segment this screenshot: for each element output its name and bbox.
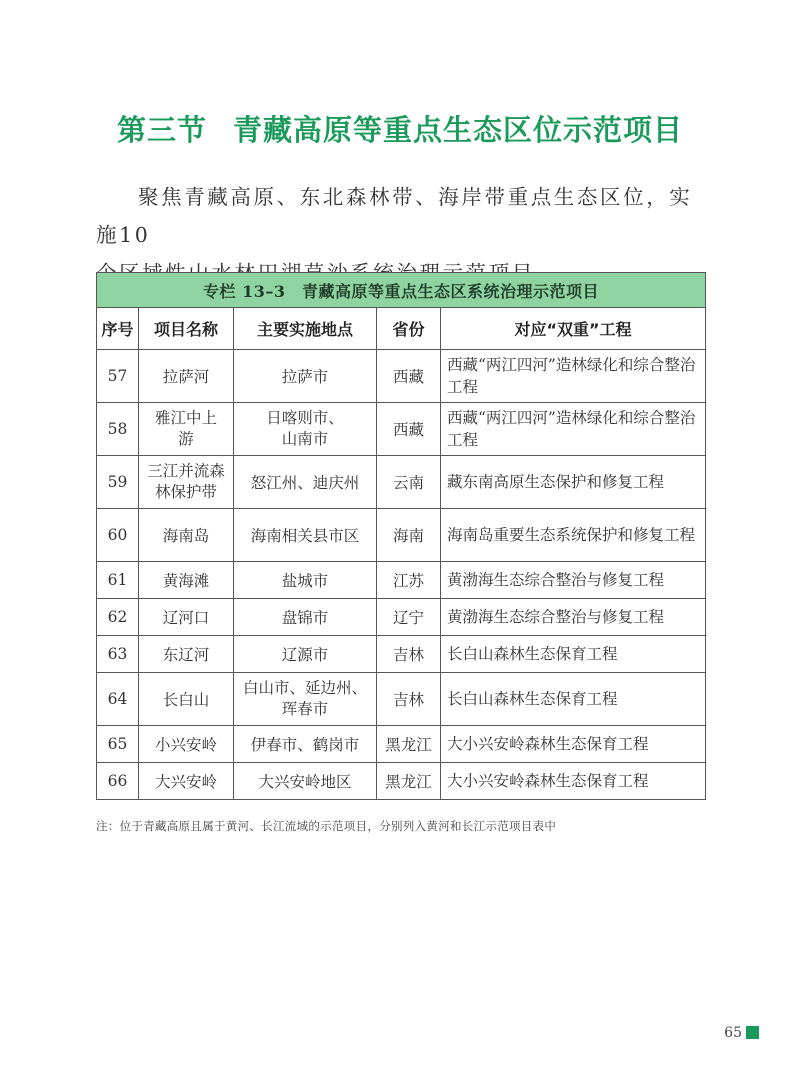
section-heading: 青藏高原等重点生态区位示范项目 xyxy=(233,113,684,147)
table-row xyxy=(97,456,706,509)
cell-name: 大兴安岭 xyxy=(139,763,234,800)
cell-location-text: 日喀则市、山南市 xyxy=(266,409,344,448)
cell-province: 黑龙江 xyxy=(377,726,441,763)
cell-no: 61 xyxy=(97,562,139,599)
cell-location: 大兴安岭地区 xyxy=(234,763,377,800)
cell-location: 海南相关县市区 xyxy=(234,509,377,562)
cell-project: 大小兴安岭森林生态保育工程 xyxy=(441,763,706,800)
table-row xyxy=(97,350,706,403)
cell-project: 藏东南高原生态保护和修复工程 xyxy=(441,456,706,509)
cell-no: 60 xyxy=(97,509,139,562)
table-row xyxy=(97,763,706,800)
table-row xyxy=(97,403,706,456)
cell-province: 海南 xyxy=(377,509,441,562)
table-header-row xyxy=(97,308,706,350)
cell-no: 66 xyxy=(97,763,139,800)
cell-location: 盘锦市 xyxy=(234,599,377,636)
intro-line-1: 聚焦青藏高原、东北森林带、海岸带重点生态区位，实施10 xyxy=(96,185,693,247)
cell-name: 东辽河 xyxy=(139,636,234,673)
table-row xyxy=(97,726,706,763)
table-body xyxy=(97,350,706,800)
cell-location: 辽源市 xyxy=(234,636,377,673)
cell-name xyxy=(139,403,234,456)
cell-province: 云南 xyxy=(377,456,441,509)
cell-no: 65 xyxy=(97,726,139,763)
cell-province: 辽宁 xyxy=(377,599,441,636)
table-footnote: 注：位于青藏高原且属于黄河、长江流域的示范项目，分别列入黄河和长江示范项目表中 xyxy=(96,819,557,833)
cell-name: 黄海滩 xyxy=(139,562,234,599)
column-header-project: 对应“双重”工程 xyxy=(441,308,706,350)
cell-name: 长白山 xyxy=(139,673,234,726)
cell-project: 大小兴安岭森林生态保育工程 xyxy=(441,726,706,763)
table-caption: 专栏 13–3 青藏高原等重点生态区系统治理示范项目 xyxy=(97,273,706,308)
cell-name-text: 三江并流森林保护带 xyxy=(147,462,225,501)
cell-name: 辽河口 xyxy=(139,599,234,636)
table-row xyxy=(97,673,706,726)
cell-project: 西藏“两江四河”造林绿化和综合整治工程 xyxy=(441,350,706,403)
cell-no: 62 xyxy=(97,599,139,636)
cell-location xyxy=(234,673,377,726)
table-row xyxy=(97,509,706,562)
cell-project: 长白山森林生态保育工程 xyxy=(441,673,706,726)
cell-project: 长白山森林生态保育工程 xyxy=(441,636,706,673)
table-caption-row xyxy=(97,273,706,308)
page-number: 65 xyxy=(724,1025,742,1041)
section-title xyxy=(0,108,800,149)
cell-location-text: 白山市、延边州、珲春市 xyxy=(243,679,368,718)
page-marker-square xyxy=(746,1026,759,1039)
cell-location: 拉萨市 xyxy=(234,350,377,403)
cell-no: 57 xyxy=(97,350,139,403)
section-number: 第三节 xyxy=(116,113,207,147)
cell-name xyxy=(139,456,234,509)
cell-name: 小兴安岭 xyxy=(139,726,234,763)
cell-province: 西藏 xyxy=(377,350,441,403)
cell-project: 海南岛重要生态系统保护和修复工程 xyxy=(441,509,706,562)
cell-province: 吉林 xyxy=(377,636,441,673)
column-header-name: 项目名称 xyxy=(139,308,234,350)
table-row xyxy=(97,636,706,673)
cell-location xyxy=(234,403,377,456)
column-header-no: 序号 xyxy=(97,308,139,350)
cell-province: 黑龙江 xyxy=(377,763,441,800)
cell-name: 海南岛 xyxy=(139,509,234,562)
column-header-location: 主要实施地点 xyxy=(234,308,377,350)
cell-location: 怒江州、迪庆州 xyxy=(234,456,377,509)
table-row xyxy=(97,562,706,599)
cell-no: 59 xyxy=(97,456,139,509)
cell-project: 黄渤海生态综合整治与修复工程 xyxy=(441,599,706,636)
cell-no: 58 xyxy=(97,403,139,456)
column-header-province: 省份 xyxy=(377,308,441,350)
cell-name-text: 雅江中上游 xyxy=(155,409,218,448)
cell-location: 盐城市 xyxy=(234,562,377,599)
cell-province: 江苏 xyxy=(377,562,441,599)
cell-name: 拉萨河 xyxy=(139,350,234,403)
cell-province: 西藏 xyxy=(377,403,441,456)
cell-no: 64 xyxy=(97,673,139,726)
cell-location: 伊春市、鹤岗市 xyxy=(234,726,377,763)
cell-project: 西藏“两江四河”造林绿化和综合整治工程 xyxy=(441,403,706,456)
cell-project: 黄渤海生态综合整治与修复工程 xyxy=(441,562,706,599)
cell-no: 63 xyxy=(97,636,139,673)
cell-province: 吉林 xyxy=(377,673,441,726)
table-row xyxy=(97,599,706,636)
projects-table xyxy=(96,272,706,800)
